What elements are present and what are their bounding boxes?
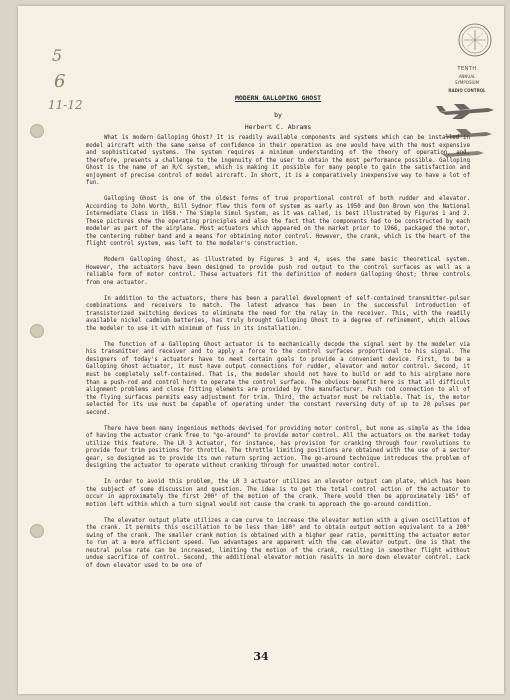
paragraph: Modern Galloping Ghost, as illustrated by Figures 3 and 4, uses the same basic theoretical system. However, the actuators have been designed to provide push rod output to the control surfaces as well as a reliable form of motor control. These actuators fit the definition of modern Galloping Ghost; three controls from one actuator. <box>86 257 470 286</box>
stamp-line: RADIO CONTROL <box>448 88 486 93</box>
article-title: MODERN GALLOPING GHOST <box>234 94 322 102</box>
paragraph: In order to avoid this problem, the LR 3 actuator utilizes an elevator output cam plate, which has been the subject of some discussion and question. The idea is to get the total control action of the actuator to occur in approximately the first 200° of the motion of the crank. There would then be approximately 185° of motion left within which a turn signal would not cause the crank to approach the go-around condition. <box>86 479 470 508</box>
paragraph: In addition to the actuators, there has been a parallel development of self-contained transmitter-pulser combinations and receivers to match. The latest advance has been in the successful introduction of transistorized switching devices to eliminate the need for the relay in the receiver. This, with the readily available nickel cadmium batteries, has truly brought Galloping Ghost to a degree of refinement, which allows the modeler to use it with minimum of fuss in its installation. <box>86 295 470 332</box>
byline-by: by <box>274 111 282 119</box>
binder-hole <box>30 524 44 538</box>
paragraph: The function of a Galloping Ghost actuator is to mechanically decode the signal sent by the modeler via his transmitter and receiver and to apply a force to the control surfaces proportional to his signal. The designers of today's actuators have to meet certain goals to provide a convenient device. First, to be a Galloping Ghost actuator, it must have output connections for rudder, elevator and motor control. Second, it must be completely self-contained. That is, the modeler should not have to build or add to his airplane more than a push-rod and control horn to operate the control surface. The obvious benefit here is that all difficult alignment problems and close fitting elements are provided by the manufacturer. Push rod connection to all of the flying surfaces permits easy adjustment for trim. Third, the actuator must be reliable. That is, the motor selected for its use must be capable of operating under the constant reversing duty of up to 20 pulses per second. <box>86 341 470 416</box>
margin-note: 11-12 <box>48 98 83 112</box>
stamp-line: ANNUAL <box>458 74 476 79</box>
paragraph: The elevator output plate utilizes a cam curve to increase the elevator motion with a given oscillation of the crank. It permits this oscillation to be less than 180° and to obtain output motion equivalent to a 200° swing of the crank. The smaller crank motion is obtained with a higher gear ratio, permitting the actuator motor to run at a more efficient speed. Two advantages are apparent with the cam elevator output. One is that the neutral pulse rate can be increased, limiting the motion of the crank, resulting in smoother flight without undue sacrifice of control. Second, the additional elevator motion results in more down elevator control. Lack of down elevator used to be one of <box>86 517 470 569</box>
paragraph: Galloping Ghost is one of the oldest forms of true proportional control of both rudder and elevator. According to John Worth, Bill Sydnor flew this form of system as early as 1950 and Don Brown won the National Intermediate Class in 1958.¹ The Simple Simul System, as it was called, is best illustrated by Figures 1 and 2. These pictures show the operating principles and also the fact that the components had to be constructed by each modeler as part of the airplane. Most actuators which appeared on the market prior to 1966, packaged the motor, the centering rubber band and a means for obtaining motor control. However, the crank, which is the heart of the flight control system, was left to the modeler's construction. <box>86 196 470 248</box>
stamp-line: TENTH <box>457 66 477 72</box>
handwritten-margin-notes <box>48 46 83 118</box>
margin-note: 5 <box>52 46 63 65</box>
document-page <box>18 6 504 694</box>
paragraph: What is modern Galloping Ghost? It is readily available components and systems which can be installed in model aircraft with the same sense of confidence in their operation as one would have with the most expensive and sophisticated systems. The system requires a minimum understanding of the theory of operation, and, therefore, presents a challenge to the ingenuity of the user to obtain the most performance possible. Galloping Ghost is the name of an R/C system, which is making it possible for many people to gain the satisfaction and enjoyment of precise control of model aircraft. In short, it is a comparatively inexpensive way to have a lot of fun. <box>86 135 470 187</box>
binder-hole <box>30 324 44 338</box>
binder-hole <box>30 124 44 138</box>
margin-note: 6 <box>54 71 66 92</box>
stamp-line: SYMPOSIUM <box>454 80 480 85</box>
article-author: Herbert C. Abrams <box>244 123 312 131</box>
page-number: 34 <box>253 650 269 663</box>
article-body <box>86 94 470 579</box>
paragraph: There have been many ingenious methods devised for providing motor control, but none as simple as the idea of having the actuator crank free to "go-around" to provide motor control. All the actuators on the market today utilize this feature. The LR 3 Actuator, for instance, has provision for cranking through four revolutions to provide four trim positions for throttle. The throttle limiting positions are obtained with the use of a sector gear, so designed as to provide its own return spring action. The go-around technique introduces the problem of designing the actuator to operate without cranking through for unwanted motor control. <box>86 425 470 470</box>
